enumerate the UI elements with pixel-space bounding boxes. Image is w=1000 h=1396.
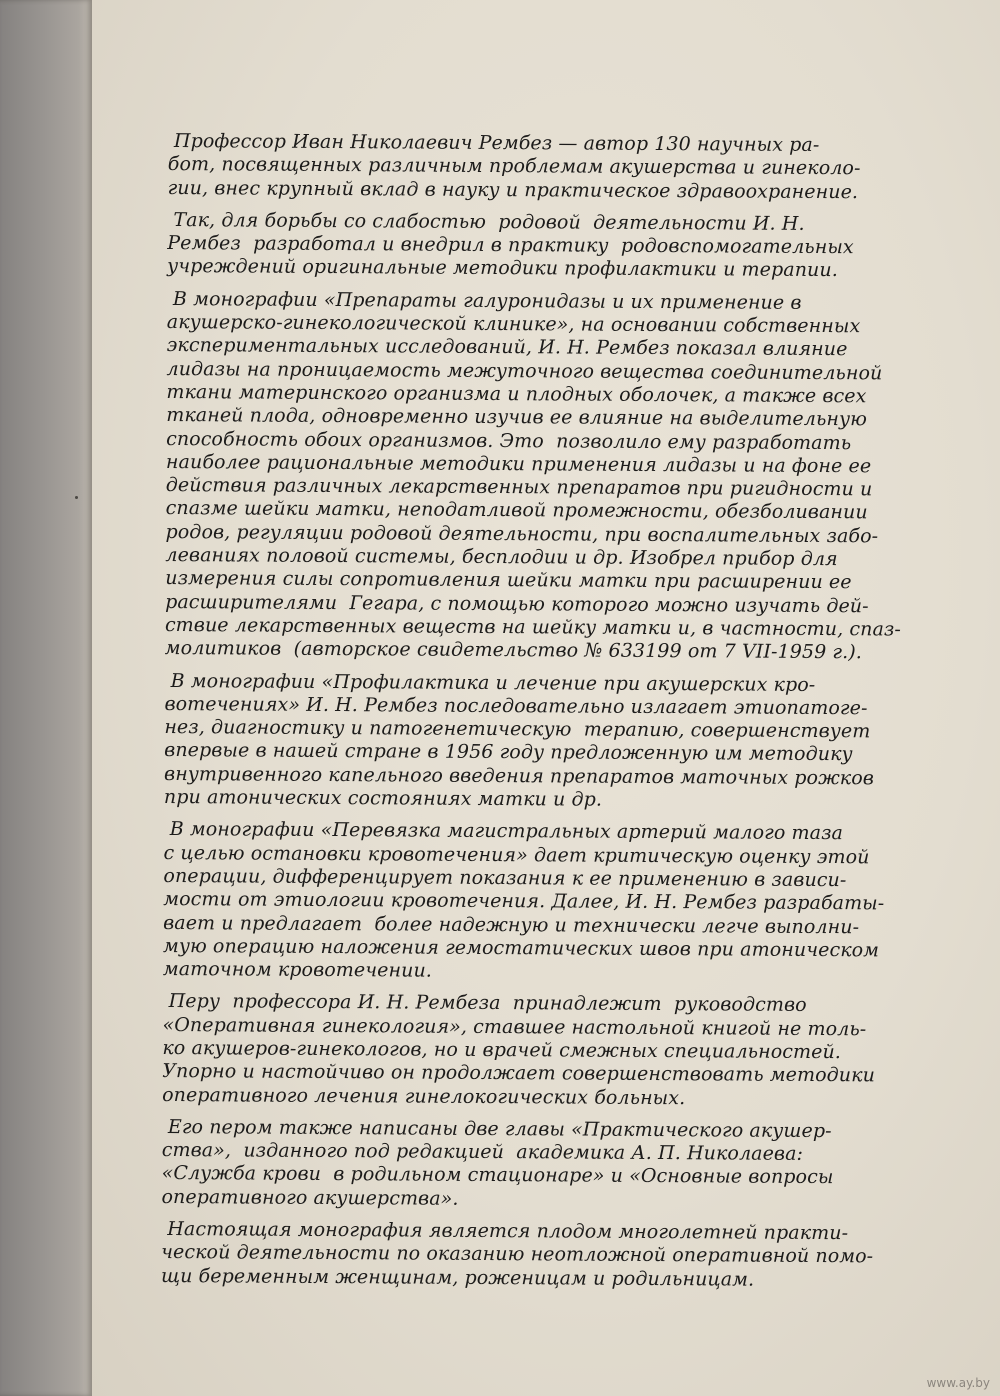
text-line: Настоящая монография является плодом многолетней практи-	[167, 1218, 849, 1245]
text-line: оперативного лечения гинелокогических больных.	[162, 1083, 686, 1109]
text-line: Его пером также написаны две главы «Практического акушер-	[167, 1115, 832, 1142]
text-line: мую операцию наложения гемостатических швов при атоническом	[162, 934, 880, 962]
text-line: ствие лекарственных веществ на шейку матки и, в частности, спаз-	[164, 613, 902, 641]
text-line: Рембез разработал и внедрил в практику родовспомогательных	[167, 232, 854, 259]
text-line: В монографии «Перевязка магистральных артерий малого таза	[169, 818, 844, 845]
paragraph	[163, 818, 892, 986]
text-line: наиболее рациональные методики применения лидазы и на фоне ее	[165, 450, 872, 478]
text-line: леваниях половой системы, бесплодии и др. Изобрел прибор для	[165, 544, 838, 571]
text-line: спазме шейки матки, неподатливой промежности, обезболивании	[165, 497, 868, 524]
text-line: акушерско-гинекологической клинике», на основании собственных	[166, 311, 861, 338]
text-line: ства», изданного под редакцией академика А. П. Николаева:	[161, 1139, 804, 1166]
paragraph	[167, 209, 895, 283]
text-line: Перу профессора И. Н. Рембеза принадлежит руководство	[168, 990, 807, 1017]
paragraph	[161, 1218, 889, 1292]
text-line: впервые в нашей стране в 1956 году предложенную им методику	[164, 739, 853, 766]
text-line: Упорно и настойчиво он продолжает совершенствовать методики	[162, 1060, 876, 1087]
document-body	[160, 130, 902, 1301]
text-line: гии, внес крупный вклад в науку и практическое здравоохранение.	[167, 176, 859, 203]
text-line: «Служба крови в родильном стационаре» и «Основные вопросы	[161, 1162, 834, 1189]
watermark: www.ay.by	[926, 1376, 990, 1390]
speck	[75, 496, 78, 499]
text-line: тканей плода, одновременно изучив ее влияние на выделительную	[166, 404, 868, 431]
text-line: ко акушеров-гинекологов, но и врачей смежных специальностей.	[162, 1036, 842, 1064]
text-line: Профессор Иван Николаевич Рембез — автор 130 научных ра-	[173, 130, 820, 156]
text-line: вает и предлагает более надежную и технически легче выполни-	[163, 911, 860, 938]
text-line: ческой деятельности по оказанию неотложной оперативной помо-	[161, 1241, 874, 1268]
text-line: ткани материнского организма и плодных оболочек, а также всех	[166, 380, 867, 408]
text-line: измерения силы сопротивления шейки матки при расширении ее	[165, 567, 852, 594]
text-line: оперативного акушерства».	[161, 1185, 459, 1210]
text-line: родов, регуляции родовой деятельности, при воспалительных забо-	[165, 520, 879, 548]
text-line: способность обоих организмов. Это позволило ему разработать	[166, 427, 852, 454]
text-line: учреждений оригинальные методики профилактики и терапии.	[167, 255, 838, 282]
paragraph	[168, 130, 896, 204]
text-line: маточном кровотечении.	[162, 958, 433, 982]
text-line: вотечениях» И. Н. Рембез последовательно излагает этиопатоге-	[164, 692, 868, 720]
text-line: В монографии «Профилактика и лечение при акушерских кро-	[170, 669, 816, 696]
text-line: «Оперативная гинекология», ставшее настольной книгой не толь-	[162, 1013, 867, 1040]
text-line: В монографии «Препараты галуронидазы и их применение в	[172, 287, 802, 314]
text-line: бот, посвященных различным проблемам акушерства и гинеколо-	[167, 153, 861, 180]
text-line: мости от этиологии кровотечения. Далее, И. Н. Рембез разрабаты-	[163, 888, 885, 915]
text-line: щи беременным женщинам, роженицам и родильницам.	[160, 1264, 755, 1291]
book-page-edge	[0, 0, 92, 1396]
paragraph	[164, 287, 902, 665]
text-line: с целью остановки кровотечения» дает критическую оценку этой	[163, 841, 870, 868]
text-line: Так, для борьбы со слабостью родовой деятельности И. Н.	[173, 208, 805, 235]
paragraph	[161, 1116, 890, 1214]
text-line: экспериментальных исследований, И. Н. Рембез показал влияние	[166, 334, 848, 361]
text-line: операции, дифференцирует показания к ее применению в зависи-	[163, 864, 847, 892]
paragraph	[162, 990, 891, 1111]
text-line: нез, диагностику и патогенетическую терапию, совершенствует	[164, 716, 871, 743]
text-line: расширителями Гегара, с помощью которого можно изучать дей-	[165, 590, 869, 617]
paragraph	[164, 670, 893, 814]
text-line: действия различных лекарственных препаратов при ригидности и	[165, 474, 873, 501]
text-line: лидазы на проницаемость межуточного вещества соединительной	[166, 357, 883, 385]
text-line: молитиков (авторское свидетельство № 633199 от 7 VII-1959 г.).	[164, 637, 862, 664]
text-line: внутривенного капельного введения препаратов маточных рожков	[164, 762, 875, 790]
text-line: при атонических состояниях матки и др.	[163, 786, 603, 811]
